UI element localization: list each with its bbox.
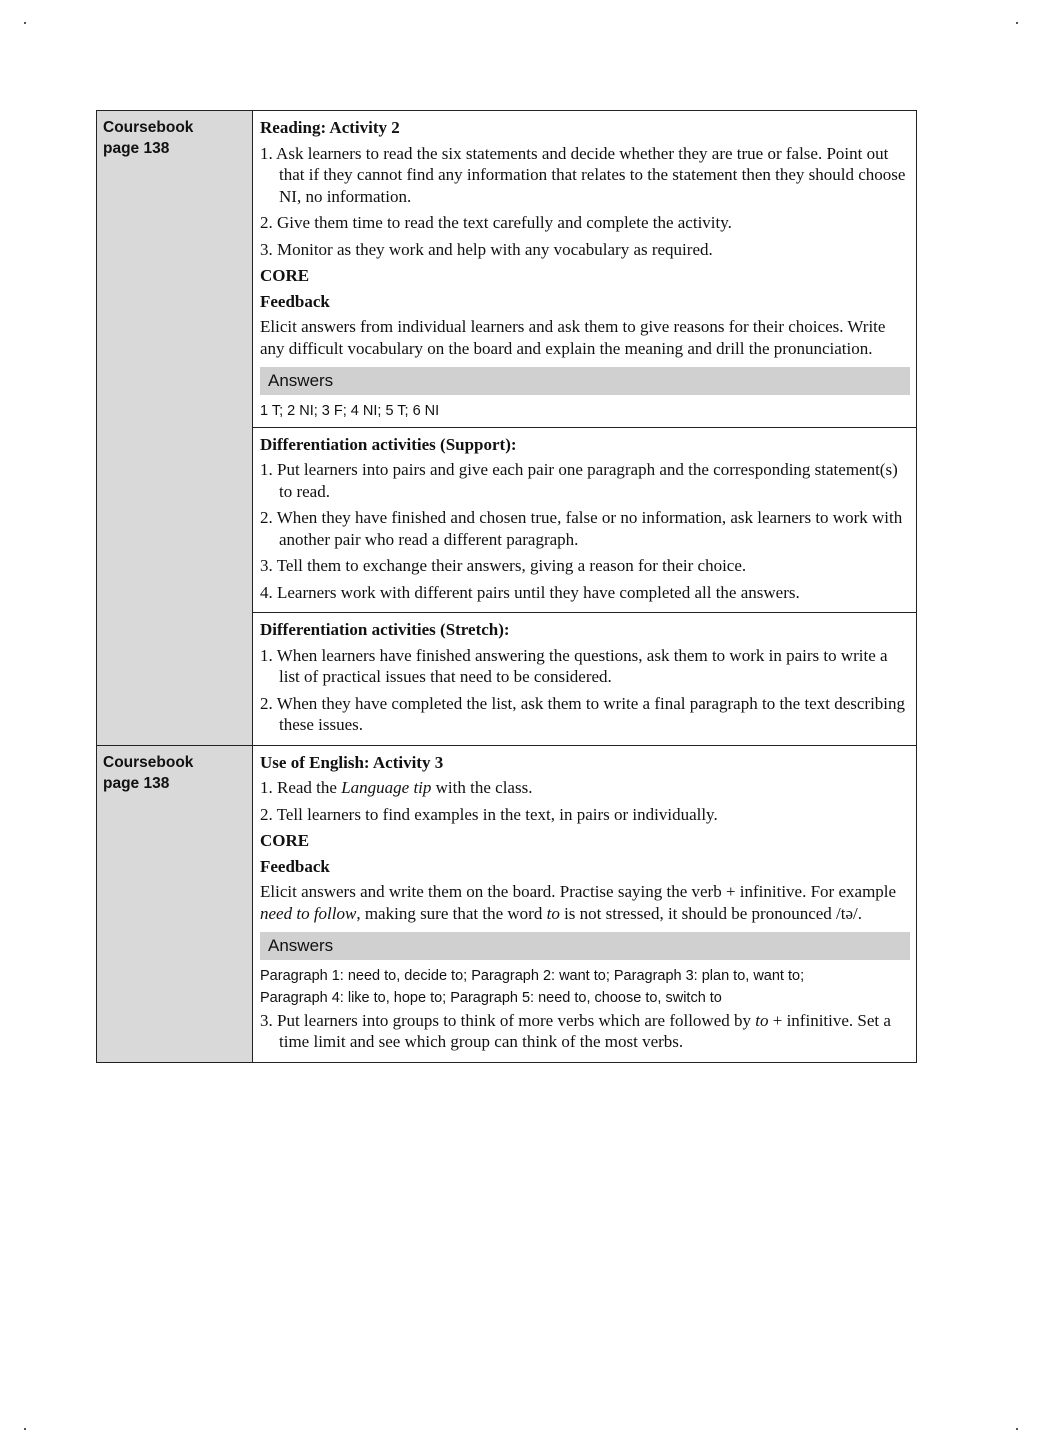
instruction-item [260, 459, 910, 502]
section-subheading: Feedback [260, 856, 330, 876]
text-run: 1. Put learners into pairs and give each pair one paragraph and the corresponding statement(s) to read. [260, 460, 898, 501]
text-run: is not stressed, it should be pronounced /tə/. [559, 903, 863, 923]
activity-content [253, 746, 916, 1062]
answers-header: Answers [260, 367, 910, 395]
section-subheading: CORE [260, 831, 310, 850]
crop-mark [1016, 22, 1018, 24]
activity-heading: Reading: Activity 2 [260, 118, 400, 137]
section-row [97, 111, 916, 746]
activity-cell [253, 746, 916, 1062]
text-run: + infinitive. Set a time limit and see which group can think of the most verbs. [279, 1010, 891, 1051]
crop-mark [24, 22, 26, 24]
text-run: to [755, 1010, 769, 1030]
text-run: 3. Monitor as they work and help with any vocabulary as required. [260, 239, 713, 259]
instruction-item [260, 143, 910, 208]
activity-cell [253, 428, 916, 614]
text-run: , making sure that the word [356, 903, 547, 923]
activity-cell [253, 613, 916, 745]
crop-mark [1016, 1428, 1018, 1430]
instruction-item [260, 777, 910, 799]
text-run: 1. When learners have finished answering the questions, ask them to work in pairs to write a list of practical issues that need to be considered. [260, 645, 888, 686]
instruction-list [260, 1010, 910, 1053]
activity-content [253, 111, 916, 745]
text-run: 2. Give them time to read the text carefully and complete the activity. [260, 213, 732, 232]
text-run: 3. Tell them to exchange their answers, giving a reason for their choice. [260, 556, 747, 575]
text-run: Elicit answers and write them on the board. Practise saying the verb + infinitive. For example [260, 882, 897, 901]
text-run: 1. Ask learners to read the six statements and decide whether they are true or false. Point out that if they cannot find any information that relates to the statement then they should choose NI, no information. [260, 143, 906, 206]
crop-mark [24, 1428, 26, 1430]
coursebook-reference-line: Coursebook [103, 753, 194, 771]
feedback-paragraph [260, 881, 910, 924]
text-run: 3. Put learners into groups to think of more verbs which are followed by [260, 1010, 756, 1030]
feedback-paragraph [260, 316, 910, 359]
text-run: with the class. [431, 778, 533, 797]
instruction-list [260, 777, 910, 825]
text-run: Language tip [341, 778, 432, 797]
instruction-item [260, 507, 910, 550]
instruction-item [260, 1010, 910, 1053]
instruction-item [260, 645, 910, 688]
instruction-item [260, 555, 910, 577]
instruction-item [260, 582, 910, 604]
coursebook-reference-line: page 138 [103, 774, 170, 792]
activity-heading: Differentiation activities (Stretch): [260, 620, 510, 639]
text-run: Elicit answers from individual learners and ask them to give reasons for their choices. Write any difficult vocabulary on the board and explain the meaning and drill the pronunciation. [260, 317, 886, 358]
answers-text: 1 T; 2 NI; 3 F; 4 NI; 5 T; 6 NI [260, 402, 440, 419]
instruction-item [260, 804, 910, 826]
instruction-list [260, 459, 910, 603]
text-run: 2. When they have finished and chosen true, false or no information, ask learners to work with another pair who read a different paragraph. [260, 508, 903, 549]
answers-text: Paragraph 4: like to, hope to; Paragraph 5: need to, choose to, switch to [260, 989, 722, 1006]
activity-heading: Differentiation activities (Support): [260, 434, 517, 454]
lesson-plan-table [96, 110, 917, 1063]
section-subheading: Feedback [260, 291, 330, 311]
coursebook-reference-line: page 138 [103, 140, 170, 157]
instruction-item [260, 239, 910, 261]
instruction-list [260, 645, 910, 736]
instruction-item [260, 212, 910, 234]
coursebook-reference [97, 111, 253, 745]
coursebook-reference [97, 746, 253, 1062]
instruction-list [260, 143, 910, 261]
section-row [97, 746, 916, 1062]
text-run: to [546, 903, 560, 923]
text-run: need to follow [260, 903, 357, 923]
text-run: 2. Tell learners to find examples in the text, in pairs or individually. [260, 804, 718, 824]
activity-cell [253, 111, 916, 428]
coursebook-reference-line: Coursebook [103, 119, 194, 136]
text-run: 1. Read the [260, 778, 342, 797]
section-subheading: CORE [260, 266, 310, 285]
answers-text: Paragraph 1: need to, decide to; Paragraph 2: want to; Paragraph 3: plan to, want to; [260, 967, 805, 984]
text-run: 2. When they have completed the list, ask them to write a final paragraph to the text describing these issues. [260, 693, 906, 734]
activity-heading: Use of English: Activity 3 [260, 752, 444, 772]
instruction-item [260, 693, 910, 736]
text-run: 4. Learners work with different pairs until they have completed all the answers. [260, 582, 800, 602]
answers-header: Answers [260, 932, 910, 960]
